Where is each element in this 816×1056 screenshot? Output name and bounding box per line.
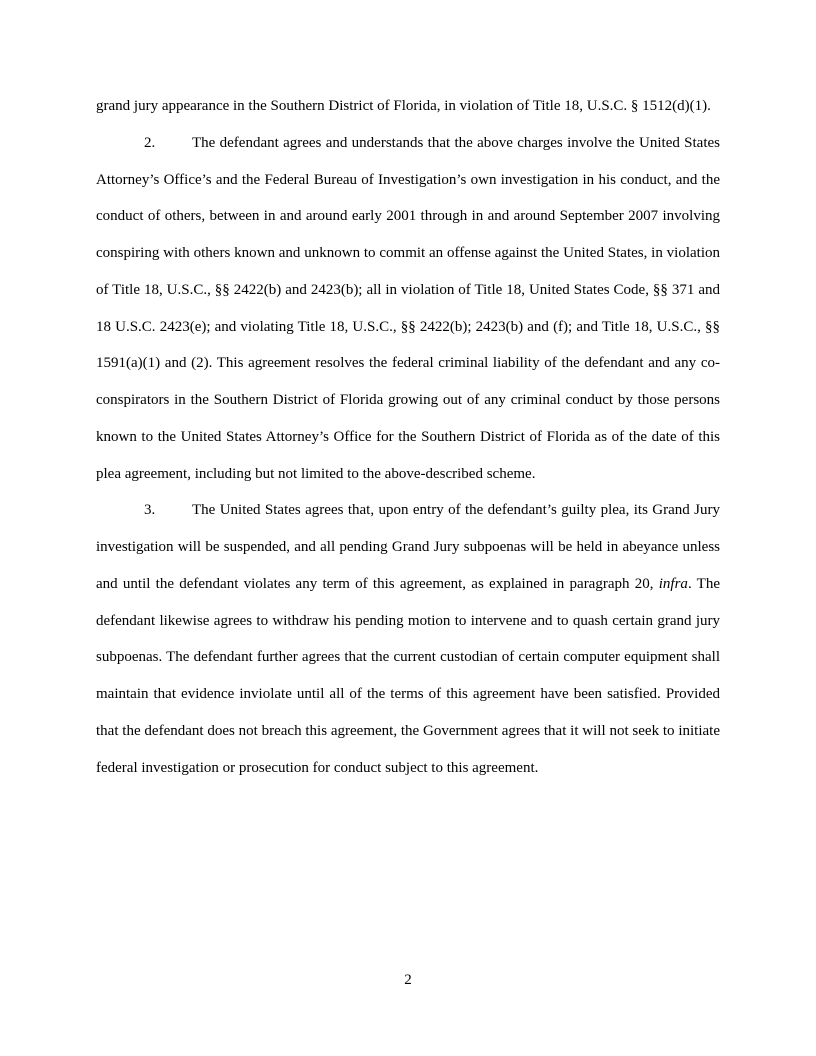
paragraph-text: The defendant agrees and understands that the above charges involve the United States Attorney’s Office’s and the Federal Bureau of Investigation’s own investigation in his conduct, and the conduct of others, between in and around early 2001 through in and around September 2007 involving conspiring with others known and unknown to commit an offense against the United States, in violation of Title 18, U.S.C., §§ 2422(b) and 2423(b); all in violation of Title 18, United States Code, §§ 371 and 18 U.S.C. 2423(e); and violating Title 18, U.S.C., §§ 2422(b); 2423(b) and (f); and Title 18, U.S.C., §§ 1591(a)(1) and (2). This agreement resolves the federal criminal liability of the defendant and any co-conspirators in the Southern District of Florida growing out of any criminal conduct by those persons known to the United States Attorney’s Office for the Southern District of Florida as of the date of this plea agreement, including but not limited to the above-described scheme. bbox=[96, 134, 720, 482]
italic-term: infra bbox=[658, 575, 688, 592]
paragraph-number: 3. bbox=[144, 502, 156, 519]
page-number: 2 bbox=[404, 972, 412, 988]
paragraph-text: The United States agrees that, upon entry of the defendant’s guilty plea, its Grand Jury investigation will be suspended, and all pending Grand Jury subpoenas will be held in abeyance unless and until the defendant violates any term of this agreement, as explained in paragraph 20, bbox=[96, 502, 720, 592]
paragraph-2 bbox=[96, 125, 720, 493]
carryover-paragraph: grand jury appearance in the Southern District of Florida, in violation of Title 18, U.S.C. § 1512(d)(1). bbox=[96, 98, 711, 114]
paragraph-number: 2. bbox=[144, 134, 156, 151]
document-body bbox=[96, 88, 720, 786]
paragraph-text-continued: . The defendant likewise agrees to withdraw his pending motion to intervene and to quash certain grand jury subpoenas. The defendant further agrees that the current custodian of certain computer equipment shall maintain that evidence inviolate until all of the terms of this agreement have been satisfied. Provided that the defendant does not breach this agreement, the Government agrees that it will not seek to initiate federal investigation or prosecution for conduct subject to this agreement. bbox=[96, 575, 720, 776]
paragraph-3 bbox=[96, 492, 720, 786]
